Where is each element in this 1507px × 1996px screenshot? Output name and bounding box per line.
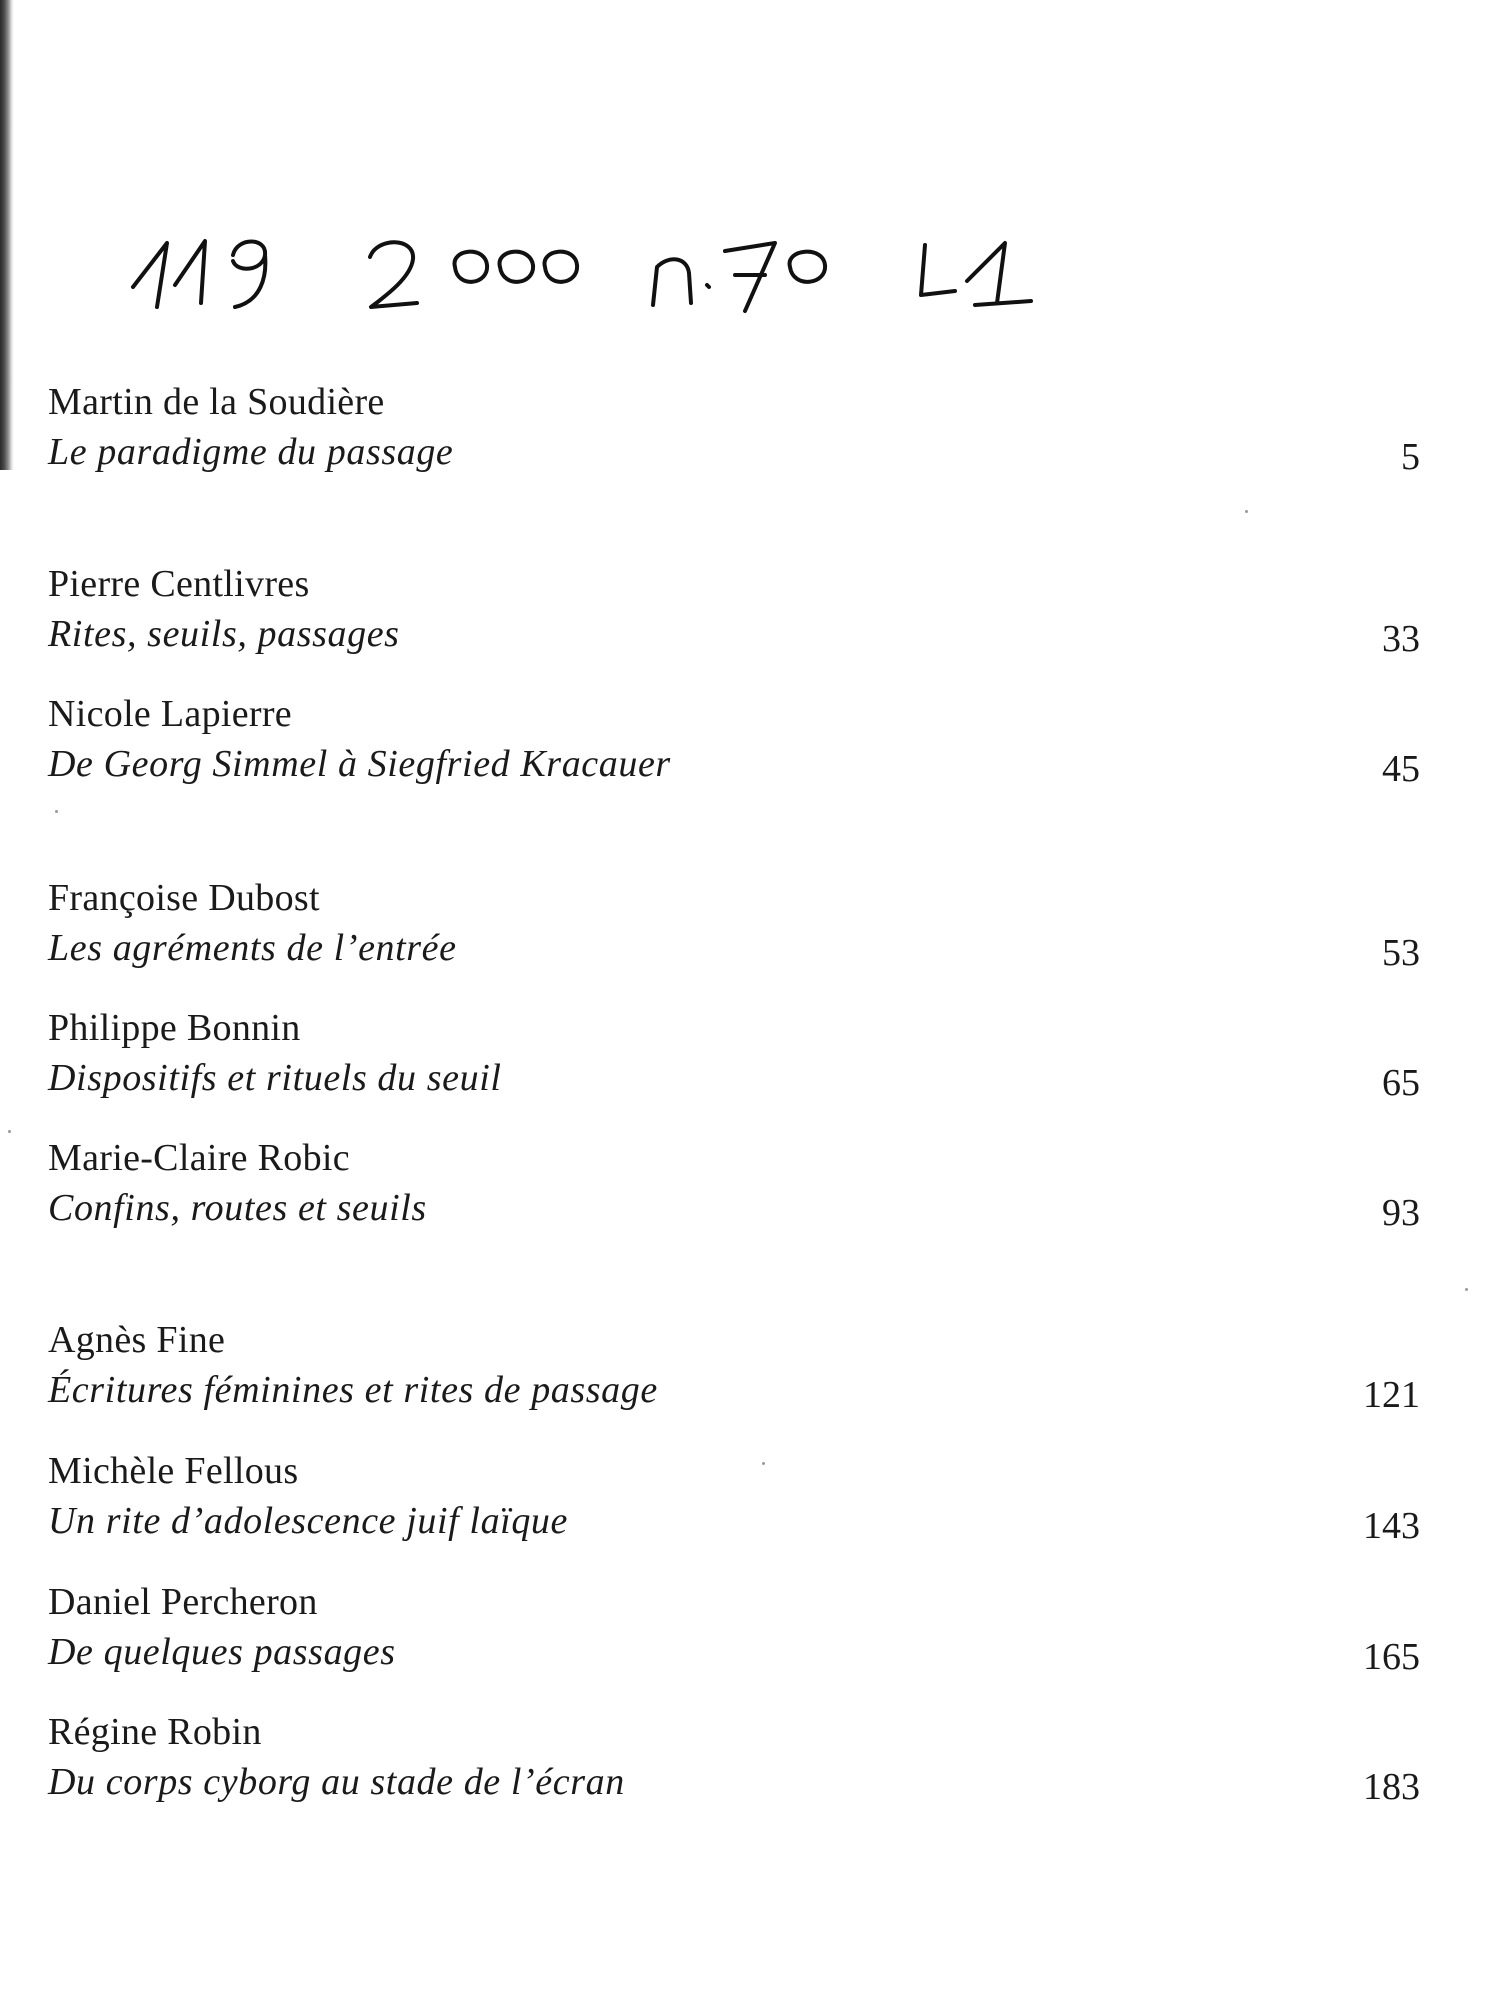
- toc-entry-page-number: 183: [1363, 1766, 1420, 1808]
- toc-entry-author: Françoise Dubost: [48, 877, 320, 919]
- scan-speck: [1465, 1288, 1468, 1291]
- toc-entry-page-number: 45: [1382, 748, 1420, 790]
- toc-entry: [40, 1006, 1420, 1116]
- toc-entry: [40, 1580, 1420, 1690]
- toc-entry: [40, 1449, 1420, 1559]
- toc-entry-author: Daniel Percheron: [48, 1581, 318, 1623]
- toc-entry-author: Agnès Fine: [48, 1319, 226, 1361]
- toc-entry-author: Marie-Claire Robic: [48, 1137, 350, 1179]
- toc-entry-title: Écritures féminines et rites de passage: [48, 1369, 658, 1411]
- scan-speck: [55, 810, 58, 813]
- toc-entry-title: De quelques passages: [48, 1631, 396, 1673]
- handwritten-note: [125, 215, 1125, 325]
- scan-speck: [1245, 510, 1248, 513]
- toc-entry-author: Régine Robin: [48, 1711, 262, 1753]
- toc-entry: [40, 1710, 1420, 1820]
- toc-entry-page-number: 65: [1382, 1062, 1420, 1104]
- scan-speck: [762, 1462, 765, 1465]
- toc-entry-page-number: 143: [1363, 1505, 1420, 1547]
- toc-entry-page-number: 121: [1363, 1374, 1420, 1416]
- toc-entry-title: Le paradigme du passage: [48, 431, 454, 473]
- toc-entry-page-number: 53: [1382, 932, 1420, 974]
- handwritten-note-drawing: [125, 215, 1125, 325]
- toc-entry-author: Philippe Bonnin: [48, 1007, 301, 1049]
- toc-entry: [40, 380, 1420, 490]
- toc-entry-title: Les agréments de l’entrée: [48, 927, 457, 969]
- toc-entry-title: De Georg Simmel à Siegfried Kracauer: [48, 743, 671, 785]
- toc-entry-page-number: 165: [1363, 1636, 1420, 1678]
- scan-edge-shadow: [0, 0, 14, 470]
- toc-entry-page-number: 93: [1382, 1192, 1420, 1234]
- toc-entry-author: Nicole Lapierre: [48, 693, 292, 735]
- toc-entry-title: Rites, seuils, passages: [48, 613, 400, 655]
- toc-entry: [40, 562, 1420, 672]
- toc-entry-title: Confins, routes et seuils: [48, 1187, 427, 1229]
- toc-entry: [40, 876, 1420, 986]
- scan-speck: [8, 1130, 11, 1133]
- toc-entry-title: Un rite d’adolescence juif laïque: [48, 1500, 568, 1542]
- toc-entry-author: Pierre Centlivres: [48, 563, 310, 605]
- toc-entry-title: Dispositifs et rituels du seuil: [48, 1057, 502, 1099]
- toc-entry-author: Martin de la Soudière: [48, 381, 385, 423]
- toc-entry-author: Michèle Fellous: [48, 1450, 299, 1492]
- toc-entry: [40, 1136, 1420, 1246]
- toc-entry-page-number: 33: [1382, 618, 1420, 660]
- toc-entry-page-number: 5: [1401, 436, 1420, 478]
- toc-entry-title: Du corps cyborg au stade de l’écran: [48, 1761, 625, 1803]
- toc-entry: [40, 1318, 1420, 1428]
- toc-entry: [40, 692, 1420, 802]
